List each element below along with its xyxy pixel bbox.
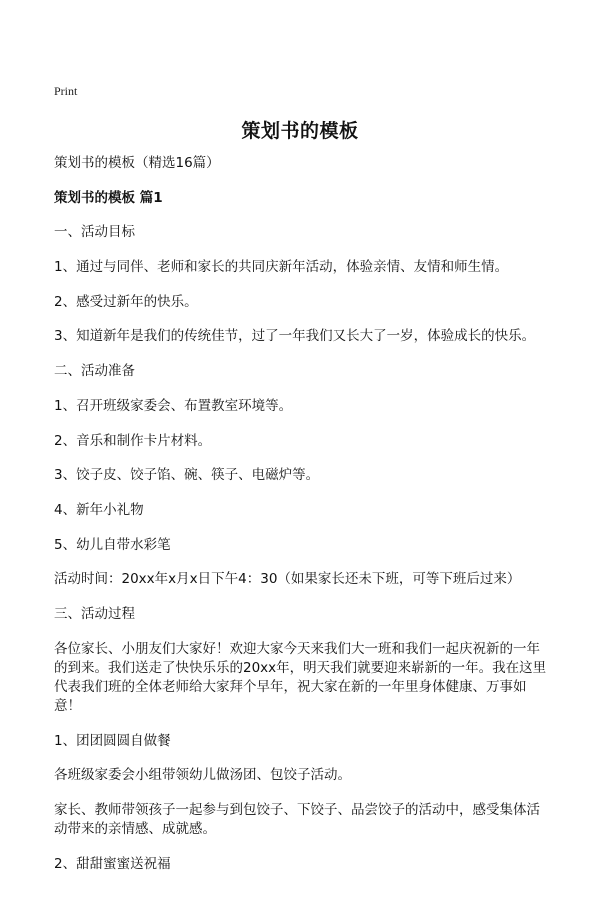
print-link[interactable]: Print	[54, 84, 78, 98]
activity-time: 活动时间：20xx年x月x日下午4：30（如果家长还未下班，可等下班后过来）	[54, 571, 521, 588]
step-2-heading: 2、甜甜蜜蜜送祝福	[54, 855, 171, 872]
goal-item-3: 3、知道新年是我们的传统佳节，过了一年我们又长大了一岁，体验成长的快乐。	[54, 328, 536, 345]
prep-item-2: 2、音乐和制作卡片材料。	[54, 432, 212, 449]
goal-item-2: 2、感受过新年的快乐。	[54, 293, 198, 310]
process-heading: 三、活动过程	[54, 605, 135, 622]
prep-item-1: 1、召开班级家委会、布置教室环境等。	[54, 397, 293, 414]
document-body	[54, 154, 550, 889]
step-1-description: 各班级家委会小组带领幼儿做汤团、包饺子活动。	[54, 767, 351, 784]
prep-item-5: 5、幼儿自带水彩笔	[54, 536, 171, 553]
page-title: 策划书的模板	[241, 120, 359, 142]
section-heading: 策划书的模板 篇1	[54, 189, 163, 206]
opening-speech: 各位家长、小朋友们大家好！欢迎大家今天来我们大一班和我们一起庆祝新的一年的到来。我们送走了快快乐乐的20xx年，明天我们就要迎来崭新的一年。我在这里代表我们班的全体老师给大家拜个早年，祝大家在新的一年里身体健康、万事如意！	[54, 640, 547, 714]
subtitle: 策划书的模板（精选16篇）	[54, 155, 220, 171]
prep-heading: 二、活动准备	[54, 363, 135, 380]
goal-item-1: 1、通过与同伴、老师和家长的共同庆新年活动，体验亲情、友情和师生情。	[54, 259, 509, 276]
prep-item-4: 4、新年小礼物	[54, 501, 144, 518]
goal-heading: 一、活动目标	[54, 224, 135, 241]
step-1-description-2: 家长、教师带领孩子一起参与到包饺子、下饺子、品尝饺子的活动中，感受集体活动带来的亲情感、成就感。	[54, 802, 540, 837]
prep-item-3: 3、饺子皮、饺子馅、碗、筷子、电磁炉等。	[54, 467, 320, 484]
step-1-heading: 1、团团圆圆自做餐	[54, 732, 171, 749]
